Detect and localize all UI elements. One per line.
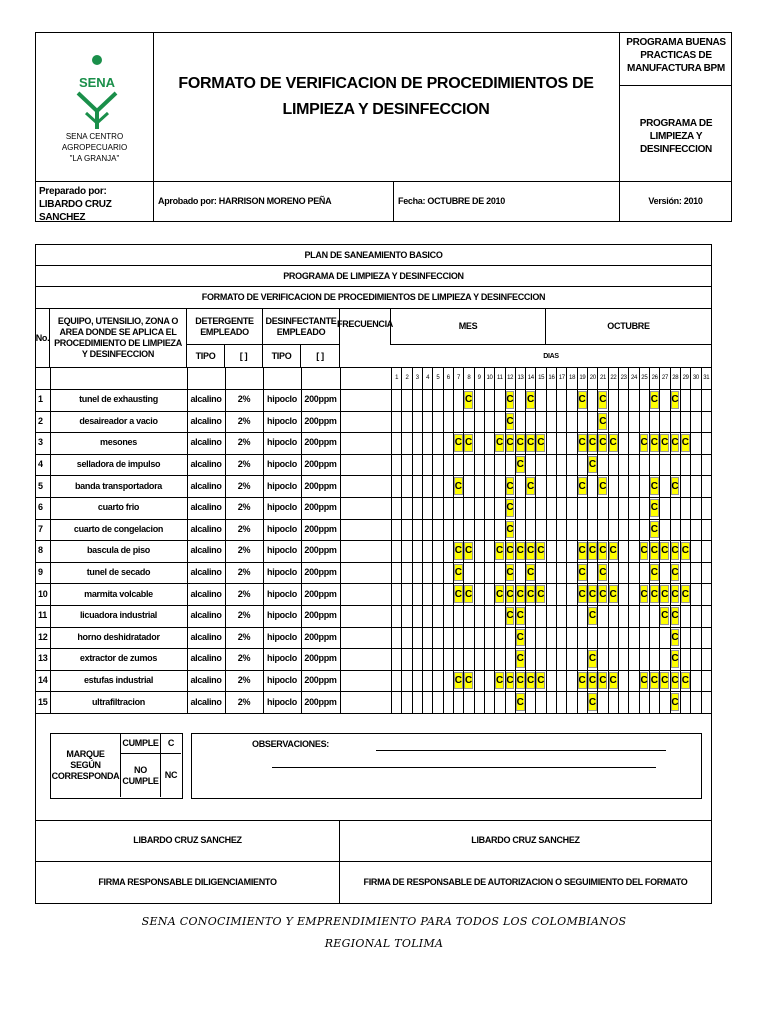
- legend-cumple-code: C: [161, 734, 181, 754]
- col-dias: DIAS: [543, 352, 559, 360]
- row-disinfectant-type: hipoclo: [267, 567, 297, 578]
- cleaning-mark[interactable]: C: [536, 672, 545, 690]
- row-item: cuarto frio: [97, 502, 140, 513]
- table-title-3: FORMATO DE VERIFICACION DE PROCEDIMIENTOS DE LIMPIEZA Y DESINFECCION: [36, 287, 711, 309]
- row-number: 3: [38, 437, 43, 448]
- cleaning-mark[interactable]: C: [609, 672, 618, 690]
- prepared-by: Preparado por: LIBARDO CRUZ SANCHEZ: [39, 186, 112, 223]
- row-detergent-conc: 2%: [237, 545, 251, 556]
- col-item: EQUIPO, UTENSILIO, ZONA O AREA DONDE SE APLICA EL PROCEDIMIENTO DE LIMPIEZA Y DESINFECCION: [50, 309, 187, 367]
- col-month: OCTUBRE: [546, 309, 711, 345]
- row-detergent-type: alcalino: [190, 588, 222, 599]
- col-detergent: DETERGENTE EMPLEADO: [187, 309, 263, 345]
- day-number-31: 31: [701, 367, 711, 389]
- cleaning-mark[interactable]: C: [588, 542, 597, 560]
- cleaning-mark[interactable]: C: [671, 391, 680, 409]
- observations-box: [191, 733, 702, 799]
- row-disinfectant-type: hipoclo: [267, 415, 297, 426]
- row-number: 11: [38, 610, 47, 621]
- row-item: mesones: [100, 437, 137, 448]
- cleaning-mark[interactable]: C: [464, 434, 473, 452]
- cleaning-mark[interactable]: C: [681, 672, 690, 690]
- row-item: desaireador a vacio: [79, 415, 158, 426]
- day-number-5: 5: [432, 367, 442, 389]
- col-no: No.: [36, 309, 50, 367]
- cleaning-mark[interactable]: C: [660, 434, 669, 452]
- cleaning-mark[interactable]: C: [506, 521, 515, 539]
- row-number: 8: [38, 545, 43, 556]
- cleaning-mark[interactable]: C: [660, 585, 669, 603]
- row-disinfectant-type: hipoclo: [267, 394, 297, 405]
- cleaning-mark[interactable]: C: [671, 564, 680, 582]
- cleaning-mark[interactable]: C: [598, 391, 607, 409]
- cleaning-mark[interactable]: C: [671, 607, 680, 625]
- row-disinfectant-conc: 200ppm: [304, 696, 337, 707]
- cleaning-mark[interactable]: C: [516, 672, 525, 690]
- cleaning-mark[interactable]: C: [454, 434, 463, 452]
- day-number-16: 16: [546, 367, 556, 389]
- row-disinfectant-conc: 200ppm: [304, 588, 337, 599]
- row-disinfectant-conc: 200ppm: [304, 631, 337, 642]
- row-detergent-type: alcalino: [190, 567, 222, 578]
- row-number: 9: [38, 567, 43, 578]
- sena-logo: [72, 53, 122, 133]
- day-number-27: 27: [659, 367, 669, 389]
- day-divider: [701, 389, 702, 713]
- cleaning-mark[interactable]: C: [536, 434, 545, 452]
- row-number: 6: [38, 502, 43, 513]
- row-number: 1: [38, 394, 43, 405]
- cleaning-mark[interactable]: C: [506, 477, 515, 495]
- legend-instruction: MARQUE SEGÚN CORRESPONDA: [51, 734, 121, 797]
- row-item: estufas industrial: [83, 675, 154, 686]
- row-detergent-type: alcalino: [190, 480, 222, 491]
- row-detergent-conc: 2%: [237, 437, 251, 448]
- cleaning-mark[interactable]: C: [650, 391, 659, 409]
- cleaning-mark[interactable]: C: [650, 542, 659, 560]
- version-field: Versión: 2010: [648, 196, 703, 206]
- org-line1: SENA CENTRO AGROPECUARIO: [61, 132, 128, 152]
- row-disinfectant-conc: 200ppm: [304, 502, 337, 513]
- cleaning-mark[interactable]: C: [516, 434, 525, 452]
- row-disinfectant-conc: 200ppm: [304, 610, 337, 621]
- cleaning-mark[interactable]: C: [671, 542, 680, 560]
- cleaning-mark[interactable]: C: [671, 477, 680, 495]
- cleaning-mark[interactable]: C: [650, 499, 659, 517]
- column-divider: [391, 367, 392, 713]
- cleaning-mark[interactable]: C: [516, 607, 525, 625]
- day-number-9: 9: [474, 367, 484, 389]
- cleaning-mark[interactable]: C: [516, 650, 525, 668]
- cleaning-mark[interactable]: C: [681, 542, 690, 560]
- cleaning-mark[interactable]: C: [454, 672, 463, 690]
- column-divider: [340, 367, 341, 713]
- cleaning-mark[interactable]: C: [640, 434, 649, 452]
- row-detergent-conc: 2%: [237, 653, 251, 664]
- approved-by: Aprobado por: HARRISON MORENO PEÑA: [158, 196, 332, 206]
- cleaning-mark[interactable]: C: [464, 542, 473, 560]
- row-detergent-type: alcalino: [190, 415, 222, 426]
- cleaning-mark[interactable]: C: [660, 672, 669, 690]
- day-number-3: 3: [412, 367, 422, 389]
- row-disinfectant-type: hipoclo: [267, 545, 297, 556]
- cleaning-mark[interactable]: C: [671, 434, 680, 452]
- cleaning-mark[interactable]: C: [526, 391, 535, 409]
- cleaning-mark[interactable]: C: [526, 564, 535, 582]
- row-number: 10: [38, 588, 48, 599]
- observations-label: OBSERVACIONES:: [252, 739, 329, 749]
- row-detergent-conc: 2%: [237, 675, 251, 686]
- cleaning-mark[interactable]: C: [598, 413, 607, 431]
- cleaning-mark[interactable]: C: [609, 585, 618, 603]
- cleaning-mark[interactable]: C: [598, 434, 607, 452]
- cleaning-mark[interactable]: C: [454, 542, 463, 560]
- day-number-1: 1: [391, 367, 401, 389]
- cleaning-mark[interactable]: C: [526, 434, 535, 452]
- row-disinfectant-type: hipoclo: [267, 480, 297, 491]
- cleaning-mark[interactable]: C: [598, 585, 607, 603]
- day-number-30: 30: [690, 367, 700, 389]
- day-divider: [566, 389, 567, 713]
- logo-text: SENA: [78, 75, 116, 90]
- cleaning-mark[interactable]: C: [671, 629, 680, 647]
- row-number: 12: [38, 631, 48, 642]
- day-number-11: 11: [494, 367, 504, 389]
- cleaning-mark[interactable]: C: [671, 693, 680, 711]
- day-number-15: 15: [535, 367, 545, 389]
- cleaning-mark[interactable]: C: [464, 391, 473, 409]
- cleaning-mark[interactable]: C: [454, 477, 463, 495]
- col-disinfectant: DESINFECTANTE EMPLEADO: [263, 309, 340, 345]
- day-divider: [484, 389, 485, 713]
- day-number-2: 2: [401, 367, 411, 389]
- row-detergent-conc: 2%: [237, 610, 251, 621]
- page-title: FORMATO DE VERIFICACION DE PROCEDIMIENTOS DE LIMPIEZA Y DESINFECCION: [178, 75, 594, 118]
- cleaning-mark[interactable]: C: [526, 477, 535, 495]
- cleaning-mark[interactable]: C: [640, 672, 649, 690]
- cleaning-mark[interactable]: C: [681, 585, 690, 603]
- day-number-26: 26: [649, 367, 659, 389]
- cleaning-mark[interactable]: C: [506, 672, 515, 690]
- cleaning-mark[interactable]: C: [671, 672, 680, 690]
- row-detergent-conc: 2%: [237, 631, 251, 642]
- day-number-29: 29: [680, 367, 690, 389]
- row-number: 15: [38, 696, 48, 707]
- cleaning-mark[interactable]: C: [650, 477, 659, 495]
- legend-box: [50, 733, 183, 799]
- cleaning-mark[interactable]: C: [598, 564, 607, 582]
- col-frequency: FRECUENCIA: [340, 309, 391, 345]
- cleaning-mark[interactable]: C: [588, 672, 597, 690]
- row-detergent-conc: 2%: [237, 588, 251, 599]
- day-number-10: 10: [484, 367, 494, 389]
- cleaning-mark[interactable]: C: [536, 585, 545, 603]
- day-divider: [412, 389, 413, 713]
- day-number-25: 25: [639, 367, 649, 389]
- cleaning-mark[interactable]: C: [640, 585, 649, 603]
- row-disinfectant-type: hipoclo: [267, 588, 297, 599]
- row-detergent-conc: 2%: [237, 696, 251, 707]
- day-number-12: 12: [505, 367, 515, 389]
- cleaning-mark[interactable]: C: [464, 672, 473, 690]
- day-number-24: 24: [628, 367, 638, 389]
- row-item: cuarto de congelacion: [73, 523, 164, 534]
- day-divider: [628, 389, 629, 713]
- schedule-grid: [36, 367, 711, 713]
- observations-line-1[interactable]: [376, 750, 666, 751]
- row-item: tunel de secado: [86, 567, 151, 578]
- day-number-4: 4: [422, 367, 432, 389]
- row-detergent-conc: 2%: [237, 523, 251, 534]
- row-disinfectant-conc: 200ppm: [304, 653, 337, 664]
- cleaning-mark[interactable]: C: [598, 542, 607, 560]
- verification-table: [35, 244, 712, 904]
- cleaning-mark[interactable]: C: [495, 542, 504, 560]
- cleaning-mark[interactable]: C: [506, 585, 515, 603]
- row-disinfectant-type: hipoclo: [267, 631, 297, 642]
- cleaning-mark[interactable]: C: [506, 413, 515, 431]
- cleaning-mark[interactable]: C: [660, 542, 669, 560]
- day-divider: [443, 389, 444, 713]
- cleaning-mark[interactable]: C: [506, 542, 515, 560]
- cleaning-mark[interactable]: C: [578, 672, 587, 690]
- row-disinfectant-type: hipoclo: [267, 653, 297, 664]
- row-item: horno deshidratador: [77, 631, 160, 642]
- row-number: 14: [38, 675, 48, 686]
- cleaning-mark[interactable]: C: [454, 585, 463, 603]
- cleaning-mark[interactable]: C: [516, 693, 525, 711]
- program-bpm: PROGRAMA BUENAS PRACTICAS DE MANUFACTURA BPM: [626, 37, 726, 74]
- program-cleaning: PROGRAMA DE LIMPIEZA Y DESINFECCION: [639, 118, 713, 155]
- observations-line-2[interactable]: [272, 767, 656, 768]
- row-detergent-type: alcalino: [190, 631, 222, 642]
- org-line2: "LA GRANJA": [69, 154, 120, 163]
- row-detergent-conc: 2%: [237, 502, 251, 513]
- col-des-tipo: TIPO: [263, 345, 301, 367]
- col-det-tipo: TIPO: [187, 345, 225, 367]
- date-field: Fecha: OCTUBRE DE 2010: [398, 196, 505, 206]
- table-title-2: PROGRAMA DE LIMPIEZA Y DESINFECCION: [36, 266, 711, 287]
- cleaning-mark[interactable]: C: [495, 672, 504, 690]
- row-item: bascula de piso: [86, 545, 151, 556]
- row-detergent-conc: 2%: [237, 394, 251, 405]
- footer-line-2: REGIONAL TOLIMA: [324, 937, 444, 950]
- cleaning-mark[interactable]: C: [588, 585, 597, 603]
- day-number-13: 13: [515, 367, 525, 389]
- legend-no-cumple-code: NC: [164, 770, 178, 780]
- cleaning-mark[interactable]: C: [495, 585, 504, 603]
- row-number: 13: [38, 653, 48, 664]
- row-disinfectant-type: hipoclo: [267, 610, 297, 621]
- row-disinfectant-conc: 200ppm: [304, 415, 337, 426]
- day-number-6: 6: [443, 367, 453, 389]
- footer-line-1: SENA CONOCIMIENTO Y EMPRENDIMIENTO PARA TODOS LOS COLOMBIANOS: [141, 915, 627, 928]
- cleaning-mark[interactable]: C: [506, 499, 515, 517]
- day-divider: [690, 389, 691, 713]
- table-title-1: PLAN DE SANEAMIENTO BASICO: [36, 245, 711, 266]
- cleaning-mark[interactable]: C: [526, 542, 535, 560]
- row-item: licuadora industrial: [79, 610, 158, 621]
- row-item: selladora de impulso: [76, 459, 161, 470]
- cleaning-mark[interactable]: C: [609, 434, 618, 452]
- day-divider: [618, 389, 619, 713]
- row-disinfectant-type: hipoclo: [267, 675, 297, 686]
- signature-left-role: FIRMA RESPONSABLE DILIGENCIAMIENTO: [98, 876, 277, 887]
- row-detergent-type: alcalino: [190, 459, 222, 470]
- cleaning-mark[interactable]: C: [526, 585, 535, 603]
- signature-left-name: LIBARDO CRUZ SANCHEZ: [133, 835, 242, 845]
- row-number: 7: [38, 523, 43, 534]
- cleaning-mark[interactable]: C: [578, 542, 587, 560]
- cleaning-mark[interactable]: C: [578, 434, 587, 452]
- cleaning-mark[interactable]: C: [578, 391, 587, 409]
- document-header: [35, 32, 732, 222]
- day-number-28: 28: [670, 367, 680, 389]
- cleaning-mark[interactable]: C: [516, 456, 525, 474]
- day-divider: [474, 389, 475, 713]
- day-number-18: 18: [566, 367, 576, 389]
- cleaning-mark[interactable]: C: [588, 693, 597, 711]
- cleaning-mark[interactable]: C: [650, 672, 659, 690]
- cleaning-mark[interactable]: C: [516, 629, 525, 647]
- row-disinfectant-conc: 200ppm: [304, 437, 337, 448]
- row-detergent-type: alcalino: [190, 502, 222, 513]
- day-divider: [546, 389, 547, 713]
- row-disinfectant-type: hipoclo: [267, 696, 297, 707]
- row-disinfectant-conc: 200ppm: [304, 545, 337, 556]
- cleaning-mark[interactable]: C: [681, 434, 690, 452]
- day-number-14: 14: [525, 367, 535, 389]
- day-number-7: 7: [453, 367, 463, 389]
- row-detergent-type: alcalino: [190, 675, 222, 686]
- row-disinfectant-type: hipoclo: [267, 437, 297, 448]
- cleaning-mark[interactable]: C: [506, 564, 515, 582]
- cleaning-mark[interactable]: C: [671, 585, 680, 603]
- row-disinfectant-conc: 200ppm: [304, 394, 337, 405]
- row-item: tunel de exhausting: [79, 394, 158, 405]
- cleaning-mark[interactable]: C: [609, 542, 618, 560]
- row-number: 5: [38, 480, 43, 491]
- cleaning-mark[interactable]: C: [578, 585, 587, 603]
- cleaning-mark[interactable]: C: [671, 650, 680, 668]
- cleaning-mark[interactable]: C: [578, 477, 587, 495]
- row-detergent-conc: 2%: [237, 480, 251, 491]
- day-number-17: 17: [556, 367, 566, 389]
- row-item: extractor de zumos: [79, 653, 158, 664]
- cleaning-mark[interactable]: C: [464, 585, 473, 603]
- day-divider: [422, 389, 423, 713]
- row-disinfectant-conc: 200ppm: [304, 459, 337, 470]
- cleaning-mark[interactable]: C: [506, 434, 515, 452]
- cleaning-mark[interactable]: C: [598, 672, 607, 690]
- day-divider: [432, 389, 433, 713]
- cleaning-mark[interactable]: C: [454, 564, 463, 582]
- cleaning-mark[interactable]: C: [588, 607, 597, 625]
- cleaning-mark[interactable]: C: [516, 542, 525, 560]
- day-number-8: 8: [463, 367, 473, 389]
- col-des-conc: [ ]: [301, 345, 340, 367]
- row-disinfectant-type: hipoclo: [267, 459, 297, 470]
- cleaning-mark[interactable]: C: [506, 607, 515, 625]
- day-number-23: 23: [618, 367, 628, 389]
- row-disinfectant-conc: 200ppm: [304, 675, 337, 686]
- day-number-20: 20: [587, 367, 597, 389]
- row-disinfectant-type: hipoclo: [267, 523, 297, 534]
- row-item: marmita volcable: [84, 588, 153, 599]
- cleaning-mark[interactable]: C: [588, 650, 597, 668]
- cleaning-mark[interactable]: C: [578, 564, 587, 582]
- row-detergent-type: alcalino: [190, 523, 222, 534]
- row-detergent-type: alcalino: [190, 610, 222, 621]
- cleaning-mark[interactable]: C: [640, 542, 649, 560]
- row-disinfectant-type: hipoclo: [267, 502, 297, 513]
- row-disinfectant-conc: 200ppm: [304, 523, 337, 534]
- row-number: 4: [38, 459, 43, 470]
- cleaning-mark[interactable]: C: [598, 477, 607, 495]
- row-number: 2: [38, 415, 43, 426]
- signature-right-name: LIBARDO CRUZ SANCHEZ: [471, 835, 580, 845]
- signature-right-role: FIRMA DE RESPONSABLE DE AUTORIZACION O SEGUIMIENTO DEL FORMATO: [363, 876, 688, 887]
- cleaning-mark[interactable]: C: [588, 456, 597, 474]
- row-detergent-type: alcalino: [190, 653, 222, 664]
- cleaning-mark[interactable]: C: [660, 607, 669, 625]
- cleaning-mark[interactable]: C: [495, 434, 504, 452]
- cleaning-mark[interactable]: C: [536, 542, 545, 560]
- cleaning-mark[interactable]: C: [650, 434, 659, 452]
- col-mes: MES: [391, 309, 546, 345]
- legend-cumple: CUMPLE: [121, 734, 161, 754]
- cleaning-mark[interactable]: C: [650, 585, 659, 603]
- day-divider: [556, 389, 557, 713]
- cleaning-mark[interactable]: C: [650, 521, 659, 539]
- cleaning-mark[interactable]: C: [650, 564, 659, 582]
- row-detergent-conc: 2%: [237, 567, 251, 578]
- row-detergent-type: alcalino: [190, 545, 222, 556]
- row-detergent-conc: 2%: [237, 415, 251, 426]
- row-detergent-type: alcalino: [190, 696, 222, 707]
- day-divider: [401, 389, 402, 713]
- col-det-conc: [ ]: [225, 345, 263, 367]
- row-detergent-conc: 2%: [237, 459, 251, 470]
- row-disinfectant-conc: 200ppm: [304, 480, 337, 491]
- row-detergent-type: alcalino: [190, 437, 222, 448]
- row-detergent-type: alcalino: [190, 394, 222, 405]
- day-number-21: 21: [597, 367, 607, 389]
- day-number-22: 22: [608, 367, 618, 389]
- cleaning-mark[interactable]: C: [526, 672, 535, 690]
- cleaning-mark[interactable]: C: [588, 434, 597, 452]
- row-disinfectant-conc: 200ppm: [304, 567, 337, 578]
- cleaning-mark[interactable]: C: [516, 585, 525, 603]
- cleaning-mark[interactable]: C: [506, 391, 515, 409]
- row-item: banda transportadora: [74, 480, 162, 491]
- row-item: ultrafiltracion: [91, 696, 145, 707]
- day-number-19: 19: [577, 367, 587, 389]
- legend-no-cumple: NO CUMPLE: [121, 754, 161, 797]
